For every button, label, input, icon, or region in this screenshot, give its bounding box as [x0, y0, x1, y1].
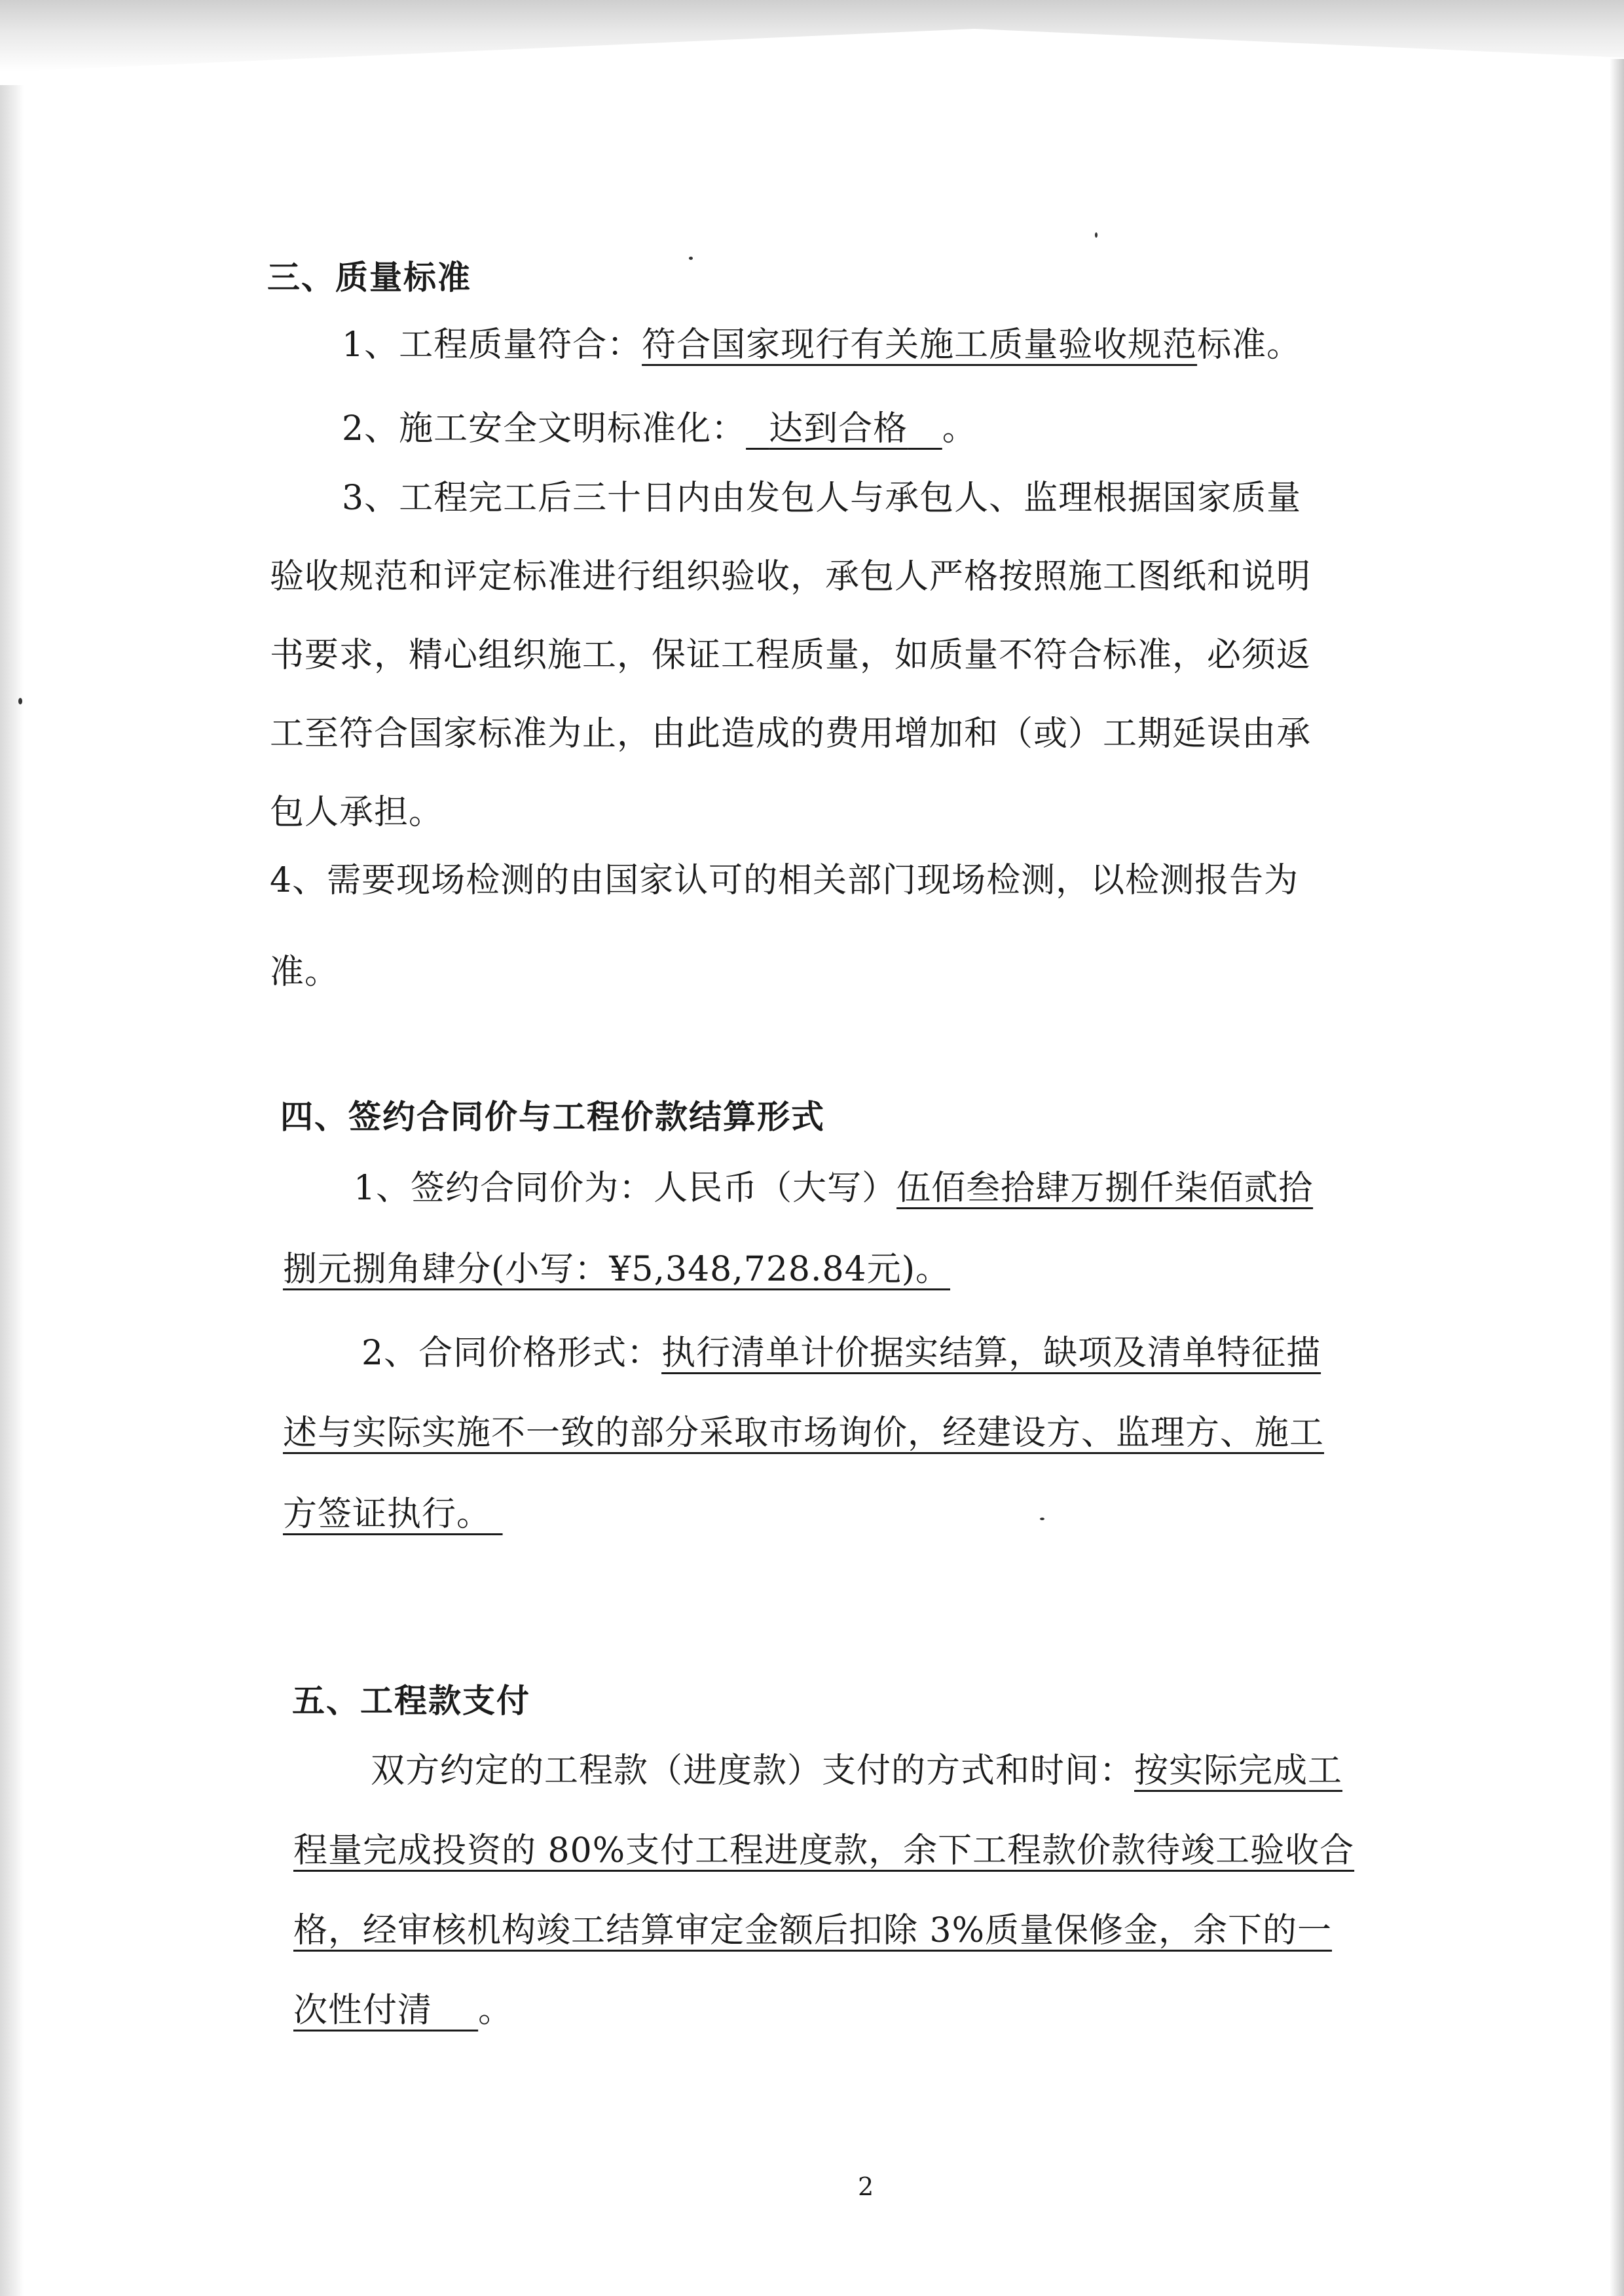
section-5-line-2: [293, 1823, 1354, 1872]
item-2-value: 达到合格: [769, 409, 908, 448]
section-4-item-2-line-2: [283, 1405, 1324, 1454]
section-4-heading: 四、签约合同价与工程价款结算形式: [280, 1098, 825, 1136]
scan-speck: [1040, 1518, 1044, 1520]
price-form-value-2: 述与实际实施不一致的部分采取市场询价，经建设方、监理方、施工: [283, 1413, 1325, 1453]
section-5-line-3: [293, 1903, 1332, 1952]
section-4-item-2-line-1: [361, 1325, 1321, 1374]
item-1-value: 符合国家现行有关施工质量验收规范: [642, 325, 1198, 365]
item-2-suffix: 。: [942, 409, 977, 448]
contract-price-label: 1、签约合同价为：人民币（大写）: [354, 1169, 897, 1208]
payment-value-1: 按实际完成工: [1134, 1751, 1343, 1791]
page-number: 2: [858, 2172, 874, 2201]
section-3-heading: 三、质量标准: [267, 259, 471, 297]
section-3-item-3-line-1: 3、工程完工后三十日内由发包人与承包人、监理根据国家质量: [342, 479, 1302, 518]
section-3-item-2: [342, 401, 977, 450]
scan-shadow-right: [1610, 59, 1624, 2296]
contract-price-words: 伍佰叁拾肆万捌仟柒佰贰拾: [896, 1169, 1314, 1208]
item-2-label: 2、施工安全文明标准化：: [342, 409, 747, 448]
section-3-item-3-line-2: 验收规范和评定标准进行组织验收，承包人严格按照施工图纸和说明: [270, 557, 1312, 596]
section-3-item-3-line-5: 包人承担。: [270, 793, 444, 832]
scan-speck: [689, 257, 693, 260]
price-form-value-3: 方签证执行。: [283, 1495, 492, 1534]
section-3-item-3-line-4: 工至符合国家标准为止，由此造成的费用增加和（或）工期延误由承: [270, 714, 1312, 754]
payment-label: 双方约定的工程款（进度款）支付的方式和时间：: [371, 1751, 1135, 1791]
section-3-item-3-line-3: 书要求，精心组织施工，保证工程质量，如质量不符合标准，必须返: [270, 636, 1312, 675]
section-5-heading: 五、工程款支付: [292, 1682, 530, 1720]
section-3-item-1: [342, 317, 1301, 366]
section-5-line-4: [293, 1982, 513, 2032]
section-3-item-4-line-2: 准。: [270, 953, 340, 992]
section-4-item-1-line-1: [354, 1160, 1313, 1209]
section-3-item-4-line-1: 4、需要现场检测的由国家认可的相关部门现场检测，以检测报告为: [270, 861, 1299, 900]
scan-shadow-top: [0, 0, 1624, 72]
price-form-value-1: 执行清单计价据实结算，缺项及清单特征描: [661, 1334, 1321, 1373]
item-1-suffix: 标准。: [1197, 325, 1302, 365]
scan-speck: [18, 698, 22, 704]
item-1-label: 1、工程质量符合：: [342, 325, 642, 365]
section-4-item-2-line-3: [283, 1486, 503, 1535]
price-form-label: 2、合同价格形式：: [361, 1334, 662, 1373]
contract-price-amount: 捌元捌角肆分(小写：¥5,348,728.84元)。: [283, 1250, 951, 1289]
payment-suffix: 。: [478, 1991, 513, 2030]
section-4-item-1-line-2: [283, 1241, 950, 1290]
payment-value-3: 格，经审核机构竣工结算审定金额后扣除 3%质量保修金，余下的一: [293, 1911, 1333, 1950]
section-5-line-1: [371, 1743, 1342, 1792]
payment-value-4: 次性付清: [293, 1991, 433, 2030]
scan-shadow-left: [0, 85, 24, 2296]
payment-value-2: 程量完成投资的 80%支付工程进度款，余下工程款价款待竣工验收合: [293, 1831, 1355, 1870]
scan-speck: [1095, 232, 1098, 238]
